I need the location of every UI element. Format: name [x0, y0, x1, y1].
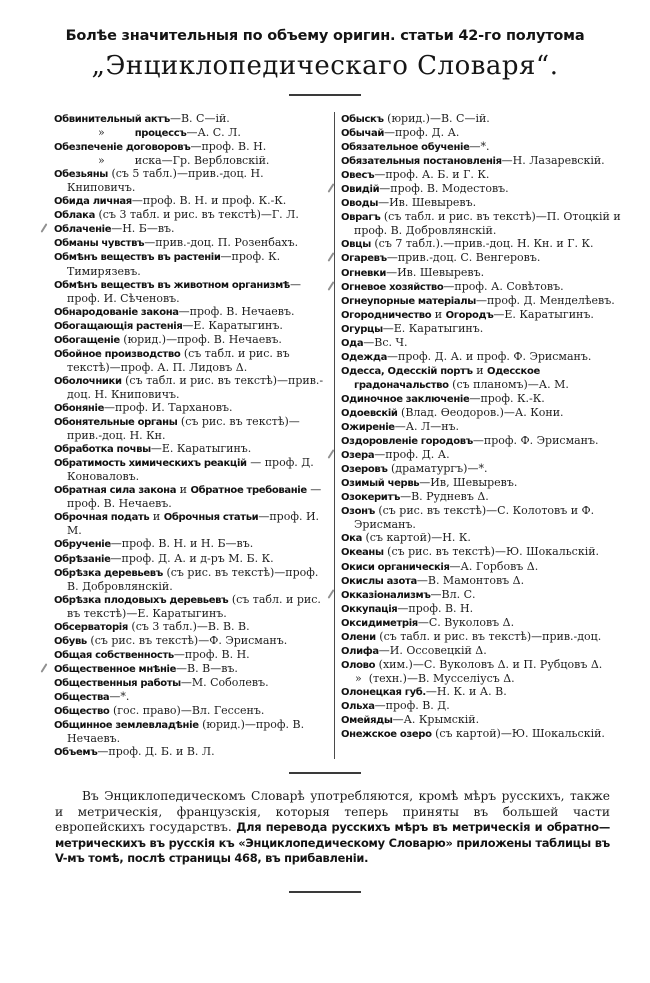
- entry-headword: Оброчныя статьи: [163, 512, 259, 524]
- entry-row: [54, 140, 330, 154]
- entry-text: —проф. В. Н.: [397, 601, 474, 615]
- entry-headword: Обманы чувствъ: [54, 238, 145, 250]
- page-title-line1: Болѣе значительныя по объему оригин. статьи 42-го полутома: [65, 28, 585, 44]
- entry-text: и: [431, 307, 446, 321]
- entry-text: —Е. Каратыгинъ.: [382, 321, 484, 335]
- entry-text: —проф. В. Н.: [190, 140, 267, 154]
- entry-headword: Обязательное обученіе: [341, 142, 470, 154]
- entry-text: —проф. В. Н.: [173, 647, 250, 661]
- entry-headword: Обувь: [54, 635, 87, 647]
- entry-row: [341, 322, 626, 336]
- entry-headword: Озокеритъ: [341, 492, 401, 504]
- title-divider-rule: [289, 94, 361, 96]
- entry-row: [341, 196, 626, 210]
- entry-headword: Объемъ: [54, 747, 98, 759]
- entry-row: [341, 336, 626, 350]
- entry-headword: Огневки: [341, 267, 387, 279]
- entry-text: —проф. В. Нечаевъ.: [178, 304, 295, 318]
- entry-text: и: [149, 510, 164, 524]
- entry-row: [54, 278, 330, 305]
- entry-text: (съ 3 табл.)—В. В. В.: [127, 619, 250, 633]
- entry-headword: Огородничество: [341, 309, 432, 321]
- entry-headword: Обоняніе: [54, 402, 105, 414]
- entry-headword: Обрѣзка деревьевъ: [54, 567, 163, 579]
- pencil-mark-icon: [41, 224, 48, 234]
- entry-text: —проф. И. Сѣченовъ.: [67, 277, 301, 305]
- entry-text: —А. Крымскій.: [392, 713, 480, 727]
- entry-text: (съ картой)—Н. К.: [362, 531, 471, 545]
- entry-row: [341, 434, 626, 448]
- entry-text: —проф. Д. Менделѣевъ.: [475, 293, 615, 307]
- entry-row: [341, 112, 626, 126]
- entry-row: [341, 727, 626, 741]
- entry-headword: Обойное производство: [54, 348, 181, 360]
- entry-text: —проф. В. Модестовъ.: [379, 182, 509, 196]
- entry-text: —Н. К. и А. В.: [425, 684, 507, 698]
- entry-text: (съ рис. въ текстѣ)—прив.-доц. Н. Кн.: [67, 415, 300, 443]
- entry-row: [54, 208, 330, 222]
- entry-row: [341, 448, 626, 462]
- entry-headword: Одежда: [341, 351, 388, 363]
- entry-text: —Вс. Ч.: [363, 335, 408, 349]
- entry-headword: Обязательныя постановленія: [341, 156, 502, 168]
- entry-row: [341, 294, 626, 308]
- entry-headword: Общая собственность: [54, 649, 174, 661]
- entry-text: —А. Л—нъ.: [394, 420, 460, 434]
- entry-headword: Окказіонализмъ: [341, 589, 431, 601]
- entry-row: [54, 718, 330, 745]
- entry-text: (съ рис. въ текстѣ)—Ю. Шокальскій.: [383, 545, 600, 559]
- entry-headword: Обратное требованіе: [190, 485, 307, 497]
- entry-row: [54, 305, 330, 319]
- entry-headword: Одоевскій: [341, 407, 398, 419]
- page-end-rule: [289, 891, 361, 893]
- entry-text: (юрид.)—проф. В. Нечаевъ.: [67, 718, 305, 746]
- entry-headword: Оврагъ: [341, 212, 381, 224]
- entry-row: [341, 126, 626, 140]
- entry-headword: Обонятельные органы: [54, 417, 178, 429]
- entry-text: —А. С. Л.: [186, 126, 241, 140]
- entry-row: [341, 531, 626, 545]
- entry-row: [341, 168, 626, 182]
- entry-headword: Общественныя работы: [54, 677, 181, 689]
- entry-headword: Ожиреніе: [341, 422, 395, 434]
- entry-headword: Одесса, Одесскій портъ: [341, 365, 473, 377]
- entry-headword: Облака: [54, 210, 95, 222]
- entry-row: [341, 210, 626, 237]
- entry-headword: процессъ: [134, 128, 187, 140]
- entry-row: [341, 658, 626, 672]
- entry-text: —В. Мамонтовъ Δ.: [416, 573, 525, 587]
- entry-headword: Олени: [341, 631, 376, 643]
- entry-headword: Обмѣнъ веществъ въ растеніи: [54, 252, 221, 264]
- entry-row: [54, 456, 330, 483]
- entry-text: —В. С—ій.: [169, 112, 230, 125]
- entry-headword: Овидій: [341, 184, 380, 196]
- entry-headword: Общества: [54, 691, 110, 703]
- entry-headword: Обида личная: [54, 196, 132, 208]
- entry-row: [54, 250, 330, 277]
- entry-row: [54, 374, 330, 401]
- entry-text: —В. Рудневъ Δ.: [400, 490, 489, 504]
- entry-row: [341, 280, 626, 294]
- entry-headword: Олифа: [341, 645, 379, 657]
- entry-row: [341, 182, 626, 196]
- entry-headword: Обычай: [341, 128, 385, 140]
- entry-text: (гос. право)—Вл. Гессенъ.: [109, 704, 265, 718]
- entries-two-column-layout: [54, 112, 626, 759]
- entry-text: —проф. Д. Б. и В. Л.: [97, 745, 215, 759]
- entry-row: [54, 745, 330, 759]
- entry-text: —М. Соболевъ.: [180, 675, 269, 689]
- entry-headword: Обсерваторія: [54, 621, 128, 633]
- entry-row: [54, 620, 330, 634]
- entry-headword: Омейяды: [341, 715, 393, 727]
- entry-text: (юрид.)—проф. В. Нечаевъ.: [119, 332, 282, 346]
- entry-text: (съ табл. и рис. въ текстѣ)—прив.-доц. Н. Книповичъ.: [67, 373, 324, 401]
- entry-headword: Огородъ: [445, 309, 494, 321]
- entry-headword: Озимый червь: [341, 478, 420, 490]
- entry-text: и: [176, 483, 191, 497]
- entry-headword: Олонецкая губ.: [341, 686, 426, 698]
- entry-row: [54, 676, 330, 690]
- entry-row: [54, 537, 330, 551]
- entry-row: [341, 266, 626, 280]
- entry-text: (съ 7 табл.).—прив.-доц. Н. Кн. и Г. К.: [370, 237, 594, 251]
- entry-text: (съ рис. въ текстѣ)—Ф. Эрисманъ.: [86, 633, 288, 647]
- entry-headword: Одесское градоначальство: [354, 365, 540, 391]
- footer-note-serif-text: Въ Энциклопедическомъ Словарѣ употребляются, кромѣ мѣръ русскихъ, также и метрическія, французскія, которыя теперь приняты въ большей части европейскихъ государствъ.: [55, 789, 610, 835]
- entry-row: [54, 154, 330, 167]
- entry-headword: Окиси органическія: [341, 561, 450, 573]
- entry-text: —Вл. С.: [430, 587, 476, 601]
- entry-row: [54, 442, 330, 456]
- entry-text: (съ табл. и рис. въ текстѣ)—проф. А. П. Лидовъ Δ.: [67, 346, 290, 374]
- entry-text: (съ табл. и рис. въ текстѣ)—П. Отоцкій и проф. В. Добровлянскій.: [354, 210, 621, 238]
- entry-headword: Ода: [341, 337, 364, 349]
- entry-text: —Ив. Шевыревъ.: [386, 265, 485, 279]
- entry-row: [54, 690, 330, 704]
- entry-text: —проф. В. Н. и проф. К.-К.: [131, 194, 287, 208]
- entry-row: [54, 415, 330, 442]
- entry-text: (техн.)—В. Мусселіусъ Δ.: [368, 671, 515, 685]
- entry-text: —Е. Каратыгинъ.: [493, 307, 594, 321]
- entry-headword: Обезьяны: [54, 169, 108, 181]
- entry-headword: Оводы: [341, 198, 379, 210]
- entry-row: [54, 194, 330, 208]
- entry-row: [341, 140, 626, 154]
- entry-text: —проф. К.-К.: [469, 391, 545, 405]
- entry-headword: Обыскъ: [341, 114, 384, 125]
- entry-row: [341, 392, 626, 406]
- entry-text: (съ табл. и рис. въ текстѣ)—прив.-доц.: [375, 629, 602, 643]
- entry-row: [341, 545, 626, 559]
- entry-text: —Ив, Шевыревъ.: [419, 476, 518, 490]
- entry-text: (съ рис. въ текстѣ)—проф. В. Добровлянскій.: [67, 565, 319, 593]
- entry-text: —проф. Д. А. и проф. Ф. Эрисманъ.: [387, 349, 592, 363]
- entry-row: [54, 662, 330, 676]
- entry-text: (съ 5 табл.)—прив.-доц. Н. Книповичъ.: [67, 167, 264, 195]
- entry-headword: Ольха: [341, 700, 375, 712]
- entry-text: —*.: [109, 689, 130, 703]
- entry-headword: Общинное землевладѣніе: [54, 720, 199, 732]
- entry-text: —проф. И. М.: [67, 510, 320, 538]
- entry-headword: Олово: [341, 659, 376, 671]
- entry-headword: Оздоровленіе городовъ: [341, 436, 473, 448]
- entry-row: [54, 483, 330, 510]
- entry-row: [341, 616, 626, 630]
- entry-text: —проф. А. Совѣтовъ.: [443, 279, 564, 293]
- entry-row: [341, 251, 626, 265]
- entry-row: [341, 602, 626, 616]
- entry-text: (Влад. Ѳеодоров.)—А. Кони.: [397, 405, 564, 419]
- entry-row: [54, 167, 330, 194]
- entry-headword: Обратная сила закона: [54, 485, 177, 497]
- entry-text: —проф. Ф. Эрисманъ.: [472, 434, 599, 448]
- entry-headword: Оккупація: [341, 603, 398, 615]
- entry-row: [341, 364, 626, 392]
- entry-text: и: [472, 363, 488, 377]
- entry-row: [341, 574, 626, 588]
- entry-text: —Н. Б—въ.: [111, 222, 175, 236]
- entry-row: [54, 222, 330, 236]
- entry-text: (съ планомъ)—А. М.: [448, 377, 569, 391]
- entry-headword: Озера: [341, 450, 375, 462]
- entry-text: — проф. В. Нечаевъ.: [67, 483, 322, 511]
- entry-row: [341, 644, 626, 658]
- entry-headword: Онежское озеро: [341, 729, 432, 741]
- entry-headword: Общество: [54, 706, 110, 718]
- entry-row: [54, 704, 330, 718]
- entry-row: [341, 560, 626, 574]
- entry-row: [54, 347, 330, 374]
- entry-row: [54, 333, 330, 347]
- entry-headword: Окислы азота: [341, 575, 417, 587]
- entry-text: —проф. К. Тимирязевъ.: [67, 250, 281, 278]
- entry-text: —прив.-доц. П. Розенбахъ.: [144, 236, 299, 250]
- entry-headword: Ока: [341, 533, 362, 545]
- footer-note: [55, 789, 610, 867]
- entry-headword: Огаревъ: [341, 253, 387, 265]
- entry-headword: Общественное мнѣніе: [54, 663, 177, 675]
- entry-row: [54, 566, 330, 593]
- entry-row: [54, 552, 330, 566]
- entry-row: [54, 236, 330, 250]
- entry-text: (съ табл. и рис. въ текстѣ)—Е. Каратыгинъ.: [67, 592, 321, 620]
- entry-headword: Облаченіе: [54, 224, 112, 236]
- entry-row: [341, 237, 626, 251]
- entries-column-left: [54, 112, 334, 759]
- entry-text: (съ картой)—Ю. Шокальскій.: [431, 727, 605, 741]
- entry-text: —проф. Д. А. и д-ръ М. Б. К.: [110, 551, 274, 565]
- entry-headword: Оброчная подать: [54, 512, 150, 524]
- entry-row: [341, 685, 626, 699]
- entry-text: —проф. Д. А.: [384, 126, 460, 140]
- entry-text: (хим.)—С. Вуколовъ Δ. и П. Рубцовъ Δ.: [375, 657, 603, 671]
- entry-row: [54, 634, 330, 648]
- entry-row: [341, 476, 626, 490]
- entry-headword: Обработка почвы: [54, 444, 151, 456]
- entry-headword: Обрѣзаніе: [54, 553, 111, 565]
- entry-text: —прив.-доц. С. Венгеровъ.: [386, 251, 541, 265]
- entry-row: [341, 490, 626, 504]
- footer-note-bold-text: Для перевода русскихъ мѣръ въ метрическія и обратно—метрическихъ въ русскія къ «Энциклопедическому Словарю» приложены таблицы въ V-мъ томѣ, послѣ страницы 468, въ прибавленіи.: [55, 820, 610, 866]
- entry-text: —проф. В. Н. и Н. Б—въ.: [110, 537, 254, 551]
- entry-text: (драматургъ)—*.: [387, 462, 488, 476]
- entry-text: (юрид.)—В. С—ій.: [383, 112, 490, 125]
- entry-row: [341, 699, 626, 713]
- entry-headword: Обрѣзка плодовыхъ деревьевъ: [54, 594, 229, 606]
- entry-row: [341, 420, 626, 434]
- entry-headword: Обезпеченіе договоровъ: [54, 142, 191, 154]
- entry-text: —*.: [469, 140, 490, 154]
- entry-headword: Обогащеніе: [54, 334, 120, 346]
- entry-row: [341, 672, 626, 685]
- entry-row: [54, 648, 330, 662]
- entry-text: — проф. Д. Коноваловъ.: [67, 456, 314, 484]
- entry-row: [54, 112, 330, 126]
- entry-headword: Озонъ: [341, 506, 375, 518]
- entry-text: —Е. Каратыгинъ.: [182, 318, 283, 332]
- entry-headword: Обнародованіе закона: [54, 306, 179, 318]
- entry-text: —С. Вуколовъ Δ.: [417, 615, 515, 629]
- entry-headword: Океаны: [341, 547, 384, 559]
- page-title-line2: „Энциклопедическаго Словаря“.: [91, 51, 559, 81]
- entry-row: [54, 510, 330, 537]
- entry-row: [341, 713, 626, 727]
- entries-column-right: [334, 112, 626, 759]
- entry-row: [54, 319, 330, 333]
- entry-row: [341, 308, 626, 322]
- entry-row: [341, 630, 626, 644]
- entry-row: [341, 350, 626, 364]
- entry-headword: Огурцы: [341, 323, 383, 335]
- entry-row: [341, 504, 626, 531]
- entry-text: —проф. И. Тархановъ.: [104, 400, 233, 414]
- entry-text: (съ рис. въ текстѣ)—С. Колотовъ и Ф. Эрисманъ.: [354, 504, 595, 532]
- entry-headword: Обмѣнъ веществъ въ животном организмѣ: [54, 279, 290, 291]
- entry-text: —И. Оссовецкій Δ.: [378, 643, 487, 657]
- ditto-mark: »: [98, 126, 105, 140]
- entry-text: иска—Гр. Вербловскій.: [134, 154, 270, 168]
- entry-row: [54, 126, 330, 140]
- entry-row: [341, 588, 626, 602]
- entry-text: —проф. В. Д.: [374, 698, 450, 712]
- entry-headword: Огнеупорные матеріалы: [341, 295, 476, 307]
- section-divider-rule: [289, 772, 361, 774]
- entry-row: [54, 593, 330, 620]
- entry-row: [341, 154, 626, 168]
- entry-headword: Огневое хозяйство: [341, 281, 444, 293]
- entry-text: —Ив. Шевыревъ.: [378, 196, 477, 210]
- entry-row: [341, 462, 626, 476]
- ditto-mark: »: [355, 671, 362, 685]
- entry-headword: Овесъ: [341, 170, 375, 182]
- entry-text: —проф. Д. А.: [374, 448, 450, 462]
- entry-text: —А. Горбовъ Δ.: [449, 559, 539, 573]
- entry-headword: Озеровъ: [341, 464, 388, 476]
- entry-headword: Обрученіе: [54, 539, 111, 551]
- entry-row: [54, 401, 330, 415]
- entry-text: —Е. Каратыгинъ.: [150, 442, 252, 456]
- entry-text: —проф. А. Б. и Г. К.: [374, 168, 490, 182]
- entry-headword: Обогащающія растенія: [54, 320, 183, 332]
- entry-headword: Обратимость химическихъ реакцій: [54, 458, 247, 470]
- entry-headword: Оксидиметрія: [341, 617, 418, 629]
- entry-text: —Н. Лазаревскій.: [501, 154, 605, 168]
- ditto-mark: »: [98, 154, 105, 168]
- entry-headword: Обвинительный актъ: [54, 114, 170, 125]
- entry-headword: Оболочники: [54, 375, 122, 387]
- entry-row: [341, 406, 626, 420]
- entry-text: —В. В—въ.: [176, 661, 238, 675]
- pencil-mark-icon: [41, 663, 48, 673]
- entry-headword: Одиночное заключеніе: [341, 393, 470, 405]
- entry-headword: Овцы: [341, 239, 371, 251]
- entry-text: (съ 3 табл. и рис. въ текстѣ)—Г. Л.: [95, 208, 299, 222]
